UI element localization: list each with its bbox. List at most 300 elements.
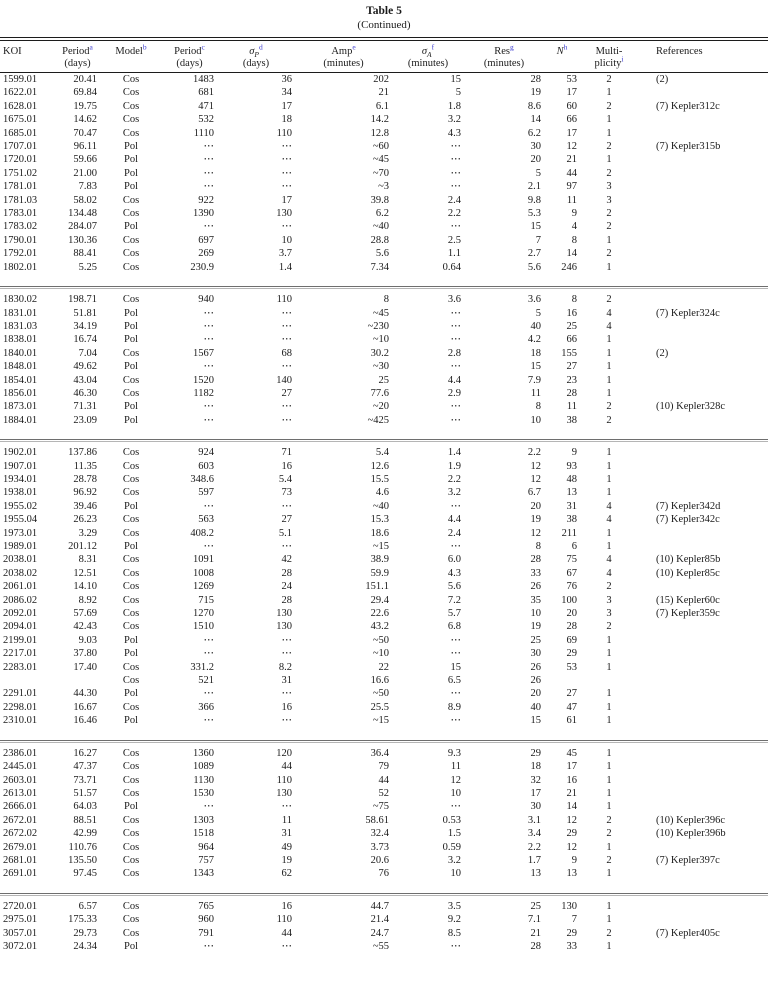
cell-res: 5 (535, 307, 541, 319)
cell-references (638, 634, 768, 647)
cell-sigma_p: ⋯ (281, 801, 292, 813)
cell-amp: 15.3 (370, 514, 389, 526)
cell-res: 17 (530, 787, 541, 799)
cell-references: (10) Kepler396c (656, 814, 726, 826)
cell-sigma_p: 110 (276, 914, 292, 926)
cell-sigma_p: 24 (281, 581, 292, 593)
cell-period_c: ⋯ (203, 307, 214, 319)
cell-koi: 2613.01 (3, 787, 38, 799)
cell-references (638, 207, 768, 220)
cell-res: 20 (530, 500, 541, 512)
cell-period_a: 135.50 (68, 854, 97, 866)
cell-references (638, 787, 768, 800)
cell-res: 6.2 (527, 127, 541, 139)
cell-res: 7.9 (527, 374, 541, 386)
table-row (0, 446, 768, 459)
cell-period_c: 521 (198, 675, 214, 687)
cell-sigma_p: ⋯ (281, 715, 292, 727)
cell-model: Pol (123, 648, 138, 660)
cell-sigma_a: 6.5 (447, 675, 461, 687)
cell-n: 53 (566, 74, 577, 85)
cell-period_c: 1360 (193, 747, 214, 759)
cell-koi: 1854.01 (3, 374, 38, 386)
cell-period_c: 1520 (193, 374, 214, 386)
cell-sigma_p: ⋯ (281, 307, 292, 319)
cell-res: 15 (530, 221, 541, 233)
cell-multiplicity: 1 (606, 661, 612, 673)
cell-period_a: 11.35 (73, 460, 97, 472)
cell-references (638, 153, 768, 166)
cell-references (638, 900, 768, 913)
cell-res: 5.3 (527, 208, 541, 220)
cell-period_c: 1008 (193, 567, 214, 579)
cell-sigma_p: ⋯ (281, 688, 292, 700)
cell-period_a: 42.99 (73, 828, 97, 840)
cell-multiplicity: 2 (606, 167, 612, 179)
section-separator (0, 274, 768, 293)
cell-koi: 2283.01 (3, 661, 38, 673)
section-separator (0, 427, 768, 446)
cell-sigma_a: 4.4 (447, 374, 461, 386)
cell-multiplicity: 1 (606, 940, 612, 952)
cell-sigma_p: 31 (281, 675, 292, 687)
cell-period_c: 1270 (193, 608, 214, 620)
cell-references (638, 387, 768, 400)
cell-period_c: 563 (198, 514, 214, 526)
cell-amp: 28.8 (370, 234, 389, 246)
cell-multiplicity: 1 (606, 747, 612, 759)
cell-period_c: ⋯ (203, 141, 214, 153)
table-row (0, 400, 768, 413)
cell-sigma_a: 11 (450, 761, 461, 773)
table-row (0, 86, 768, 99)
cell-sigma_a: ⋯ (450, 221, 461, 233)
cell-model: Pol (123, 715, 138, 727)
cell-period_a: 46.30 (73, 387, 97, 399)
cell-model: Cos (122, 100, 140, 112)
cell-sigma_a: 3.2 (447, 854, 461, 866)
cell-multiplicity: 3 (606, 181, 612, 193)
cell-koi: 1907.01 (3, 460, 38, 472)
cell-sigma_p: ⋯ (281, 154, 292, 166)
cell-model: Cos (122, 854, 140, 866)
cell-amp: 24.7 (370, 927, 389, 939)
cell-sigma_a: 5.6 (447, 581, 461, 593)
cell-period_a: 49.62 (73, 361, 97, 373)
cell-period_c: 1483 (193, 74, 214, 85)
cell-period_a: 88.41 (73, 248, 97, 260)
cell-model: Cos (122, 900, 140, 912)
cell-multiplicity: 1 (606, 387, 612, 399)
table-row (0, 261, 768, 274)
table-row (0, 674, 768, 687)
cell-model: Cos (122, 387, 140, 399)
top-rule (0, 37, 768, 41)
cell-multiplicity: 1 (606, 787, 612, 799)
cell-references (638, 674, 768, 687)
cell-multiplicity: 1 (606, 114, 612, 126)
cell-koi: 1848.01 (3, 361, 38, 373)
cell-multiplicity: 1 (606, 761, 612, 773)
table-row (0, 661, 768, 674)
cell-multiplicity: 1 (606, 234, 612, 246)
cell-sigma_a: 10 (450, 787, 461, 799)
cell-res: 26 (530, 581, 541, 593)
cell-n: 28 (566, 387, 577, 399)
cell-amp: 44 (378, 774, 389, 786)
table-row (0, 747, 768, 760)
cell-sigma_p: 44 (281, 761, 292, 773)
cell-model: Cos (122, 74, 140, 85)
cell-koi: 2603.01 (3, 774, 38, 786)
cell-model: Cos (122, 567, 140, 579)
table-row (0, 714, 768, 727)
table-row (0, 500, 768, 513)
cell-koi: 1790.01 (3, 234, 38, 246)
cell-amp: ~3 (378, 181, 389, 193)
cell-amp: 58.61 (365, 814, 389, 826)
cell-n: 11 (566, 194, 577, 206)
cell-sigma_a: 2.9 (447, 387, 461, 399)
cell-references (638, 446, 768, 459)
cell-res: 13 (530, 868, 541, 880)
cell-n: 13 (566, 487, 577, 499)
table-row (0, 207, 768, 220)
cell-n: 17 (566, 127, 577, 139)
cell-n: 23 (566, 374, 577, 386)
cell-amp: 18.6 (370, 527, 389, 539)
cell-multiplicity: 4 (606, 307, 612, 319)
cell-references: (7) Kepler342c (656, 514, 720, 526)
cell-references (638, 127, 768, 140)
cell-res: 20 (530, 154, 541, 166)
cell-sigma_p: 130 (276, 787, 292, 799)
table-row (0, 414, 768, 427)
cell-n: 9 (571, 854, 577, 866)
cell-model: Pol (123, 940, 138, 952)
cell-model: Cos (122, 208, 140, 220)
cell-n: 29 (566, 828, 577, 840)
cell-multiplicity: 4 (606, 554, 612, 566)
cell-sigma_p: ⋯ (281, 320, 292, 332)
cell-res: 9.8 (527, 194, 541, 206)
cell-sigma_p: ⋯ (281, 940, 292, 952)
cell-model: Cos (122, 194, 140, 206)
cell-sigma_p: 28 (281, 594, 292, 606)
cell-references (638, 774, 768, 787)
cell-period_c: 532 (198, 114, 214, 126)
cell-references (638, 180, 768, 193)
cell-res: 20 (530, 688, 541, 700)
cell-period_a: 198.71 (68, 294, 97, 306)
cell-sigma_p: 17 (281, 100, 292, 112)
cell-koi: 1628.01 (3, 100, 38, 112)
cell-amp: 79 (378, 761, 389, 773)
cell-amp: 21.4 (370, 914, 389, 926)
cell-amp: 15.5 (370, 473, 389, 485)
cell-sigma_p: 120 (276, 747, 292, 759)
cell-res: 14 (530, 114, 541, 126)
cell-n: 25 (566, 320, 577, 332)
cell-period_c: ⋯ (203, 634, 214, 646)
cell-n: 20 (566, 608, 577, 620)
cell-multiplicity: 1 (606, 334, 612, 346)
cell-model: Cos (122, 914, 140, 926)
cell-model: Cos (122, 774, 140, 786)
cell-multiplicity: 1 (606, 900, 612, 912)
cell-sigma_p: 16 (281, 701, 292, 713)
cell-sigma_p: 130 (276, 621, 292, 633)
cell-amp: 76 (378, 868, 389, 880)
cell-period_a: 26.23 (73, 514, 97, 526)
cell-multiplicity (580, 674, 638, 687)
cell-sigma_p: 34 (281, 87, 292, 99)
cell-multiplicity: 2 (606, 814, 612, 826)
cell-multiplicity: 1 (606, 527, 612, 539)
cell-sigma_a: 6.0 (447, 554, 461, 566)
table-row (0, 194, 768, 207)
cell-references (638, 333, 768, 346)
cell-koi: 1720.01 (3, 154, 38, 166)
cell-period_c: ⋯ (203, 334, 214, 346)
cell-n: 76 (566, 581, 577, 593)
cell-koi: 2720.01 (3, 900, 38, 912)
cell-multiplicity: 2 (606, 74, 612, 85)
cell-multiplicity: 1 (606, 774, 612, 786)
cell-multiplicity: 1 (606, 541, 612, 552)
cell-sigma_a: 2.2 (447, 208, 461, 220)
cell-n: 11 (566, 401, 577, 413)
cell-references: (7) Kepler397c (656, 854, 720, 866)
cell-model: Cos (122, 701, 140, 713)
cell-n: 93 (566, 460, 577, 472)
cell-sigma_p: 68 (281, 347, 292, 359)
cell-period_c: 681 (198, 87, 214, 99)
cell-sigma_p: 49 (281, 841, 292, 853)
cell-n: 4 (571, 221, 577, 233)
cell-references: (7) Kepler315b (656, 141, 721, 153)
cell-references (638, 760, 768, 773)
cell-sigma_a: 4.3 (447, 127, 461, 139)
cell-koi: 2038.01 (3, 554, 38, 566)
cell-res: 40 (530, 701, 541, 713)
cell-model: Cos (122, 374, 140, 386)
cell-period_c: 940 (198, 294, 214, 306)
cell-model: Cos (122, 675, 140, 687)
cell-multiplicity: 2 (606, 141, 612, 153)
separator-rule (0, 439, 768, 442)
cell-koi: 2666.01 (3, 801, 38, 813)
cell-multiplicity: 3 (606, 608, 612, 620)
cell-period_a: 201.12 (68, 541, 97, 552)
column-unit-multiplicity: plicity$^i$ (594, 54, 624, 69)
cell-model: Cos (122, 841, 140, 853)
cell-amp: 12.8 (370, 127, 389, 139)
cell-period_a: 97.45 (73, 868, 97, 880)
cell-koi: 1856.01 (3, 387, 38, 399)
cell-references: (2) (656, 347, 669, 359)
cell-period_a: 17.40 (73, 661, 97, 673)
cell-n: 75 (566, 554, 577, 566)
cell-res: 3.4 (527, 828, 541, 840)
cell-sigma_p: 73 (281, 487, 292, 499)
cell-res: 5 (535, 167, 541, 179)
cell-sigma_p: ⋯ (281, 141, 292, 153)
cell-period_a: 69.84 (73, 87, 97, 99)
cell-koi: 1792.01 (3, 248, 38, 260)
cell-res: 2.7 (527, 248, 541, 260)
cell-n: 31 (566, 500, 577, 512)
cell-references (638, 701, 768, 714)
cell-model: Cos (122, 460, 140, 472)
cell-model: Cos (122, 661, 140, 673)
cell-period_c: 1269 (193, 581, 214, 593)
cell-model: Cos (122, 594, 140, 606)
cell-sigma_a: 1.8 (447, 100, 461, 112)
cell-sigma_p: 42 (281, 554, 292, 566)
cell-sigma_p: 10 (281, 234, 292, 246)
cell-res: 30 (530, 141, 541, 153)
table-row (0, 113, 768, 126)
cell-model: Cos (122, 87, 140, 99)
cell-multiplicity: 1 (606, 473, 612, 485)
cell-n: 9 (571, 447, 577, 459)
cell-sigma_a: 6.8 (447, 621, 461, 633)
cell-amp: ~10 (372, 648, 389, 660)
cell-sigma_a: 1.5 (447, 828, 461, 840)
column-header-period_a: Period$^a$ (days) (55, 43, 100, 73)
cell-model: Pol (123, 307, 138, 319)
cell-multiplicity: 2 (606, 581, 612, 593)
cell-references (638, 940, 768, 953)
cell-period_a: 88.51 (73, 814, 97, 826)
column-unit-sigma_p: (days) (242, 58, 270, 69)
cell-period_a: 73.71 (73, 774, 97, 786)
cell-res: 25 (530, 634, 541, 646)
cell-period_a: 6.57 (78, 900, 97, 912)
cell-n: 21 (566, 787, 577, 799)
column-unit-period_c: (days) (176, 58, 203, 69)
cell-period_c: ⋯ (203, 154, 214, 166)
cell-koi: 2061.01 (3, 581, 38, 593)
cell-period_a: 28.78 (73, 473, 97, 485)
cell-multiplicity: 3 (606, 594, 612, 606)
cell-amp: 8 (383, 294, 389, 306)
cell-n: 29 (566, 648, 577, 660)
cell-koi: 1989.01 (3, 541, 38, 552)
table-row (0, 800, 768, 813)
cell-period_a: 284.07 (68, 221, 97, 233)
cell-n: 211 (561, 527, 577, 539)
cell-period_c: 1510 (193, 621, 214, 633)
cell-sigma_p: ⋯ (281, 181, 292, 193)
table-row (0, 527, 768, 540)
table-row (0, 567, 768, 580)
data-table (0, 43, 768, 953)
table-row (0, 473, 768, 486)
table-row (0, 580, 768, 593)
cell-multiplicity: 4 (606, 500, 612, 512)
cell-res: 3.6 (527, 294, 541, 306)
cell-references: (7) Kepler405c (656, 927, 720, 939)
cell-period_c: 1303 (193, 814, 214, 826)
table-row (0, 841, 768, 854)
table-row (0, 513, 768, 526)
cell-multiplicity: 3 (606, 194, 612, 206)
cell-multiplicity: 1 (606, 648, 612, 660)
cell-multiplicity: 2 (606, 927, 612, 939)
cell-sigma_p: ⋯ (281, 167, 292, 179)
cell-references (638, 580, 768, 593)
cell-sigma_a: ⋯ (450, 940, 461, 952)
table-row (0, 607, 768, 620)
cell-period_a: 70.47 (73, 127, 97, 139)
cell-sigma_p: 62 (281, 868, 292, 880)
column-header-sigma_p: $\sigma_P^d$ (days) (217, 43, 295, 73)
cell-sigma_a: ⋯ (450, 361, 461, 373)
cell-period_a: 37.80 (73, 648, 97, 660)
cell-model: Cos (122, 581, 140, 593)
cell-references (638, 374, 768, 387)
table-row (0, 827, 768, 840)
cell-multiplicity: 1 (606, 460, 612, 472)
cell-amp: ~15 (372, 541, 389, 552)
cell-sigma_p: 5.4 (278, 473, 292, 485)
cell-period_a: 16.46 (73, 715, 97, 727)
cell-period_c: 1091 (193, 554, 214, 566)
cell-koi: 1831.01 (3, 307, 38, 319)
table-row (0, 360, 768, 373)
table-row (0, 486, 768, 499)
cell-res: 1.7 (527, 854, 541, 866)
cell-multiplicity: 1 (606, 347, 612, 359)
cell-res: 8 (535, 541, 541, 552)
cell-period_a: 16.74 (73, 334, 97, 346)
cell-res: 35 (530, 594, 541, 606)
cell-period_c: 964 (198, 841, 214, 853)
cell-koi: 1884.01 (3, 414, 38, 426)
column-header-koi: KOI (0, 43, 55, 73)
cell-multiplicity: 1 (606, 87, 612, 99)
table-header (0, 43, 768, 73)
cell-period_a: 51.81 (73, 307, 97, 319)
cell-koi: 2092.01 (3, 608, 38, 620)
cell-model: Pol (123, 141, 138, 153)
separator-rule (0, 893, 768, 896)
cell-sigma_p: ⋯ (281, 648, 292, 660)
cell-amp: 202 (373, 74, 389, 85)
cell-sigma_p: 1.4 (278, 261, 292, 273)
cell-sigma_p: 5.1 (278, 527, 292, 539)
cell-model: Pol (123, 541, 138, 552)
cell-amp: ~50 (372, 634, 389, 646)
cell-period_a: 21.00 (73, 167, 97, 179)
cell-sigma_p: 19 (281, 854, 292, 866)
cell-sigma_a: 0.59 (442, 841, 461, 853)
cell-koi: 1599.01 (3, 74, 38, 85)
table-row (0, 701, 768, 714)
column-unit-amp: (minutes) (323, 58, 364, 69)
cell-res: 28 (530, 554, 541, 566)
cell-period_a: 58.02 (73, 194, 97, 206)
cell-sigma_a: 15 (450, 74, 461, 85)
cell-koi: 2386.01 (3, 747, 38, 759)
cell-sigma_a: ⋯ (450, 307, 461, 319)
cell-sigma_p: ⋯ (281, 361, 292, 373)
section-separator (0, 881, 768, 900)
cell-amp: 16.6 (370, 675, 389, 687)
cell-koi: 1781.03 (3, 194, 38, 206)
